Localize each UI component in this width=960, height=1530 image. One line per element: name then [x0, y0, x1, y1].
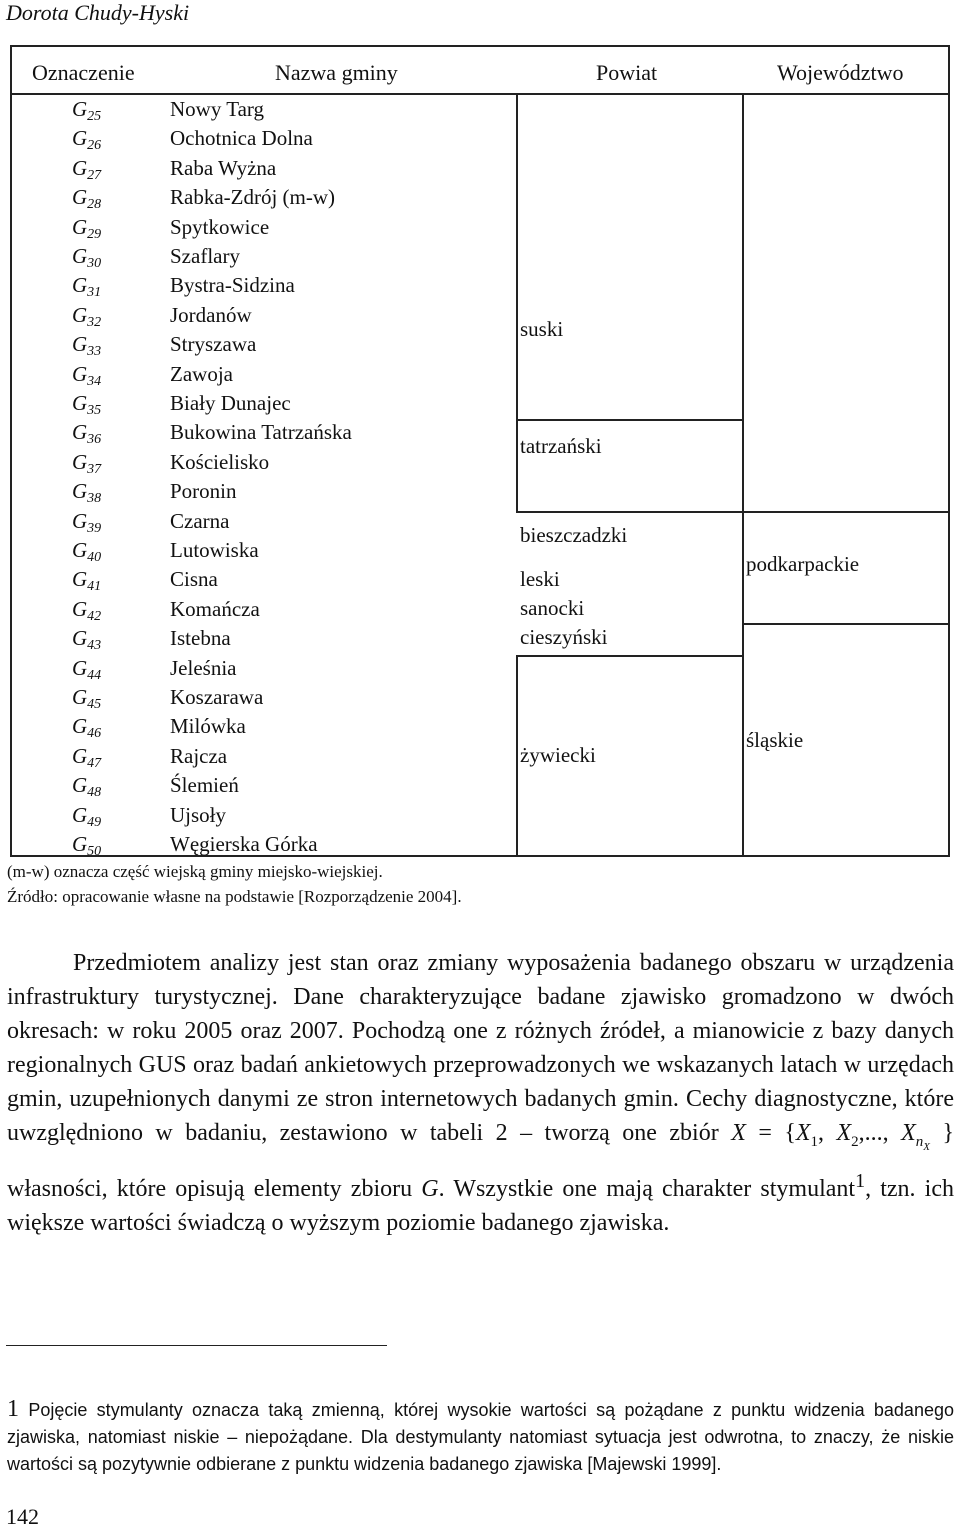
row-code-subscript: 33: [87, 344, 102, 359]
wojewodztwo-podkarpackie: podkarpackie: [746, 552, 860, 576]
row-code: $G_{42}$: [72, 597, 102, 624]
powiat-bieszczadzki: bieszczadzki: [520, 523, 628, 547]
powiat-tatrzanski: tatrzański: [520, 434, 602, 458]
row-code: $G_{27}$: [72, 156, 102, 183]
row-code-subscript: 27: [87, 168, 102, 183]
row-code: $G_{41}$: [72, 567, 102, 594]
footnote-rule: [6, 1345, 387, 1346]
wojewodztwo-slaskie: śląskie: [746, 728, 804, 752]
row-code: $G_{35}$: [72, 391, 102, 418]
row-gmina-name: Lutowiska: [170, 538, 259, 562]
row-code: $G_{43}$: [72, 626, 102, 653]
row-code: $G_{44}$: [72, 656, 102, 683]
row-gmina-name: Czarna: [170, 509, 230, 533]
row-gmina-name: Milówka: [170, 714, 246, 738]
formula-text: $X = \{X_1$, $X_2$,..., $X_{n_X}$ }: [731, 1120, 955, 1153]
row-code-subscript: 29: [87, 227, 102, 242]
row-gmina-name: Koszarawa: [170, 685, 264, 709]
row-code-subscript: 34: [87, 374, 102, 389]
row-gmina-name: Raba Wyżna: [170, 156, 277, 180]
row-gmina-name: Spytkowice: [170, 215, 270, 239]
row-code-subscript: 32: [87, 315, 102, 330]
row-code: $G_{29}$: [72, 215, 102, 242]
header-wojewodztwo: Województwo: [777, 60, 904, 85]
row-gmina-name: Ujsoły: [170, 803, 227, 827]
row-code-subscript: 31: [87, 285, 102, 300]
powiat-suski: suski: [520, 317, 564, 341]
woj-divider-podkarpackie-top: [742, 511, 950, 513]
column-divider-powiat-upper: [516, 93, 518, 511]
paragraph-text-2: własności, które opisują elementy zbioru: [7, 1175, 413, 1202]
row-code: $G_{50}$: [72, 832, 102, 859]
row-code-subscript: 38: [87, 491, 102, 506]
paragraph-text-4: , tzn. ich większe wartości świadczą o wyższym poziomie badanego zjawiska.: [7, 1175, 954, 1236]
column-divider-powiat-lower: [516, 655, 518, 857]
row-code-subscript: 35: [87, 403, 102, 418]
row-code: $G_{33}$: [72, 332, 102, 359]
row-code-subscript: 47: [87, 756, 102, 771]
row-gmina-name: Istebna: [170, 626, 231, 650]
header-divider: [10, 93, 950, 95]
row-code-subscript: 45: [87, 697, 102, 712]
row-code-subscript: 39: [87, 521, 102, 536]
column-divider-wojewodztwo: [742, 93, 744, 857]
row-code: $G_{26}$: [72, 126, 102, 153]
row-code-subscript: 43: [87, 638, 102, 653]
row-gmina-name: Węgierska Górka: [170, 832, 318, 856]
powiat-leski: leski: [520, 567, 560, 591]
powiat-divider-suski-top: [516, 419, 742, 421]
woj-divider-podkarpackie-bottom: [742, 623, 950, 625]
row-code: $G_{34}$: [72, 362, 102, 389]
footnote: [7, 1396, 954, 1478]
header-powiat: Powiat: [596, 60, 658, 85]
row-code-subscript: 37: [87, 462, 102, 477]
row-code: $G_{30}$: [72, 244, 102, 271]
footnote-text: Pojęcie stymulanty oznacza taką zmienną, której wysokie wartości są pożądane z punktu widzenia badanego zjawiska, natomiast niskie – niepożądane. Dla destymulanty natomiast sytuacja jest odwrotna, to znaczy, że niskie wartości są pozytywnie odbierane z punktu widzenia badanego zjawiska [Majewski 1999].: [7, 1400, 954, 1474]
row-code-subscript: 46: [87, 726, 102, 741]
row-gmina-name: Ochotnica Dolna: [170, 126, 313, 150]
row-code-subscript: 30: [87, 256, 102, 271]
row-code-subscript: 41: [87, 579, 102, 594]
set-symbol: G: [421, 1175, 439, 1202]
row-code-subscript: 26: [87, 138, 102, 153]
row-code: $G_{37}$: [72, 450, 102, 477]
row-code: $G_{47}$: [72, 744, 102, 771]
powiat-cieszynski: cieszyński: [520, 625, 608, 649]
page-number: 142: [6, 1504, 39, 1529]
set-formula: [731, 1120, 955, 1153]
powiat-divider-tatrzanski: [516, 511, 742, 513]
row-gmina-name: Szaflary: [170, 244, 240, 268]
row-code: $G_{36}$: [72, 420, 102, 447]
row-code: $G_{31}$: [72, 273, 102, 300]
row-gmina-name: Bukowina Tatrzańska: [170, 420, 352, 444]
row-code: $G_{49}$: [72, 803, 102, 830]
footnote-ref: 1: [855, 1169, 866, 1192]
table-frame: [10, 45, 950, 857]
header-oznaczenie: Oznaczenie: [32, 60, 135, 85]
powiat-zywiecki: żywiecki: [520, 743, 596, 767]
row-gmina-name: Nowy Targ: [170, 97, 264, 121]
row-gmina-name: Zawoja: [170, 362, 233, 386]
row-gmina-name: Rajcza: [170, 744, 228, 768]
paragraph-text-1: Przedmiotem analizy jest stan oraz zmiany wyposażenia badanego obszaru w urządzenia infrastruktury turystycznej. Dane charakteryzujące badane zjawisko gromadzono w dwóch okresach: w roku 2005 oraz 2007. Pochodzą one z różnych źródeł, a mianowicie z bazy danych regionalnych GUS oraz badań ankietowych przeprowadzonych we wskazanych latach w urzędach gmin, uzupełnionych danymi ze stron internetowych badanych gmin. Cechy diagnostyczne, które uwzględniono w badaniu, zestawiono w tabeli 2 – tworzą one zbiór: [7, 950, 954, 1146]
powiat-divider-cieszynski: [516, 655, 742, 657]
table-note-mw: (m-w) oznacza część wiejską gminy miejsko-wiejskiej.: [7, 862, 383, 881]
row-code: $G_{45}$: [72, 685, 102, 712]
row-code: $G_{48}$: [72, 773, 102, 800]
row-gmina-name: Stryszawa: [170, 332, 257, 356]
row-code: $G_{25}$: [72, 97, 102, 124]
footnote-mark: 1: [7, 1396, 19, 1422]
paragraph-text-3: . Wszystkie one mają charakter stymulant: [438, 1175, 856, 1202]
row-code: $G_{38}$: [72, 479, 102, 506]
row-code-subscript: 25: [87, 109, 102, 124]
header-nazwa-gminy: Nazwa gminy: [275, 60, 398, 85]
row-code-subscript: 36: [87, 432, 102, 447]
row-code-subscript: 50: [87, 844, 102, 859]
row-gmina-name: Bystra-Sidzina: [170, 273, 295, 297]
row-gmina-name: Poronin: [170, 479, 237, 503]
row-gmina-name: Komańcza: [170, 597, 260, 621]
row-code: $G_{32}$: [72, 303, 102, 330]
row-gmina-name: Rabka-Zdrój (m-w): [170, 185, 336, 209]
row-gmina-name: Jeleśnia: [170, 656, 237, 680]
row-gmina-name: Ślemień: [170, 773, 239, 797]
body-paragraph: [7, 946, 954, 1240]
row-gmina-name: Kościelisko: [170, 450, 270, 474]
row-code: $G_{46}$: [72, 714, 102, 741]
row-code: $G_{28}$: [72, 185, 102, 212]
row-gmina-name: Biały Dunajec: [170, 391, 291, 415]
row-code-subscript: 28: [87, 197, 102, 212]
table-source: Źródło: opracowanie własne na podstawie [Rozporządzenie 2004].: [7, 887, 462, 906]
row-code: $G_{39}$: [72, 509, 102, 536]
row-gmina-name: Cisna: [170, 567, 218, 591]
row-code-subscript: 48: [87, 785, 102, 800]
powiat-sanocki: sanocki: [520, 596, 585, 620]
row-gmina-name: Jordanów: [170, 303, 252, 327]
row-code-subscript: 49: [87, 815, 102, 830]
row-code: $G_{40}$: [72, 538, 102, 565]
row-code-subscript: 40: [87, 550, 102, 565]
row-code-subscript: 44: [87, 668, 102, 683]
running-head: Dorota Chudy-Hyski: [6, 0, 190, 25]
row-code-subscript: 42: [87, 609, 102, 624]
